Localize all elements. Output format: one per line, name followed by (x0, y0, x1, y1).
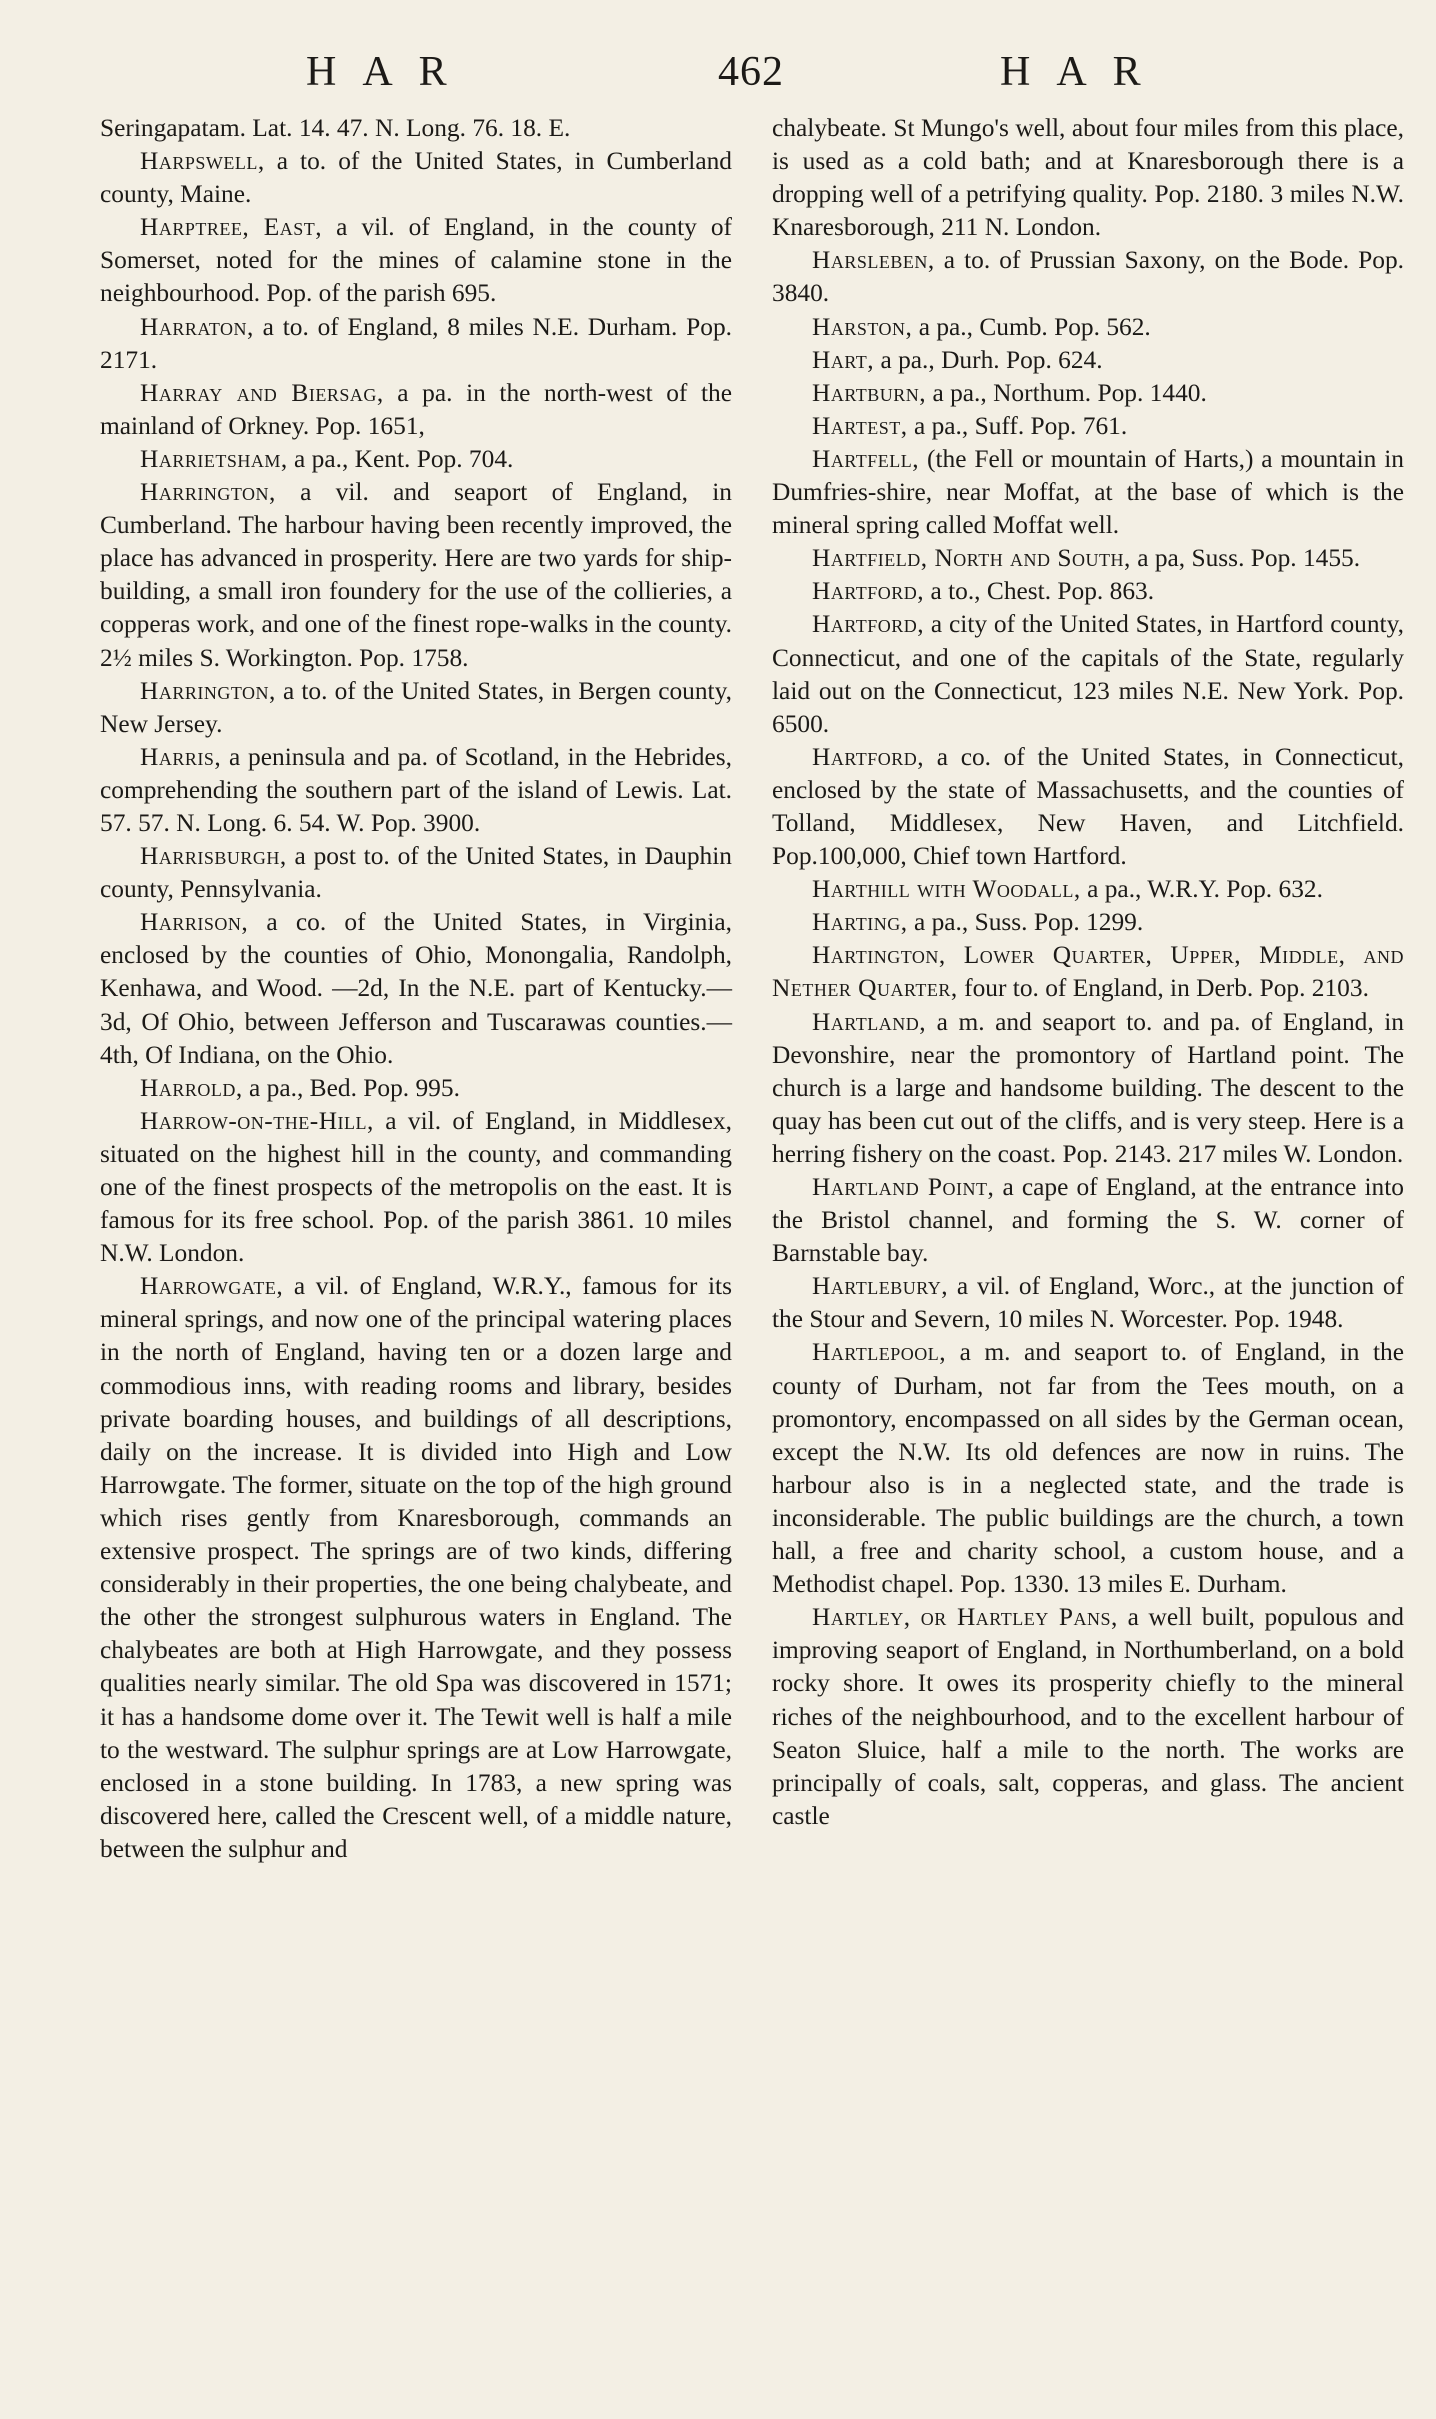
entry-headword: Harrowgate, (140, 1272, 284, 1301)
entry-headword: Hartford, (812, 610, 925, 639)
entry-headword: Hartlebury, (812, 1272, 949, 1301)
entry-text: a pa., Bed. Pop. 995. (242, 1073, 460, 1102)
entry-headword: Hartland Point, (812, 1173, 995, 1201)
gazetteer-entry (772, 873, 1404, 906)
entry-text: a pa. in the north-west of the mainland of Orkney. Pop. 1651, (100, 378, 732, 440)
gazetteer-entry (100, 443, 732, 476)
entry-headword: Harris, (140, 742, 222, 771)
header-left-guideword: HAR (306, 49, 473, 95)
entry-text: a to. of the United States, in Cumberland county, Maine. (100, 147, 732, 209)
entry-headword: Harrow-on-the-Hill, (140, 1106, 374, 1135)
entry-text: a vil. of England, W.R.Y., famous for its mineral springs, and now one of the principal watering places in the north of England, having ten or a dozen large and commodious inns, with reading rooms and library, besides private boarding houses, and buildings of all descriptions, daily on the increase. It is divided into High and Low Harrowgate. The former, situate on the top of the high ground which rises gently from Knaresborough, commands an extensive prospect. The springs are of two kinds, differing considerably in their properties, the one being chalybeate, and the other the strongest sulphurous waters in England. The chalybeates are both at High Harrowgate, and they possess qualities nearly similar. The old Spa was discovered in 1571; it has a handsome dome over it. The Tewit well is half a mile to the westward. The sulphur springs are at Low Harrowgate, enclosed in a stone building. In 1783, a new spring was discovered here, called the Crescent well, of a middle nature, between the sulphur and (100, 1272, 732, 1863)
continued-text (100, 112, 732, 145)
entry-text: a pa., Kent. Pop. 704. (287, 444, 514, 473)
entry-headword: Hartburn, (812, 378, 927, 407)
entry-text: a to., Chest. Pop. 863. (924, 577, 1155, 606)
gazetteer-entry (100, 476, 732, 675)
gazetteer-entry (772, 575, 1404, 608)
entry-text: a pa., Suss. Pop. 1299. (907, 908, 1144, 937)
gazetteer-entry (772, 1171, 1404, 1270)
gazetteer-entry (100, 1072, 732, 1105)
gazetteer-entry (772, 244, 1404, 310)
entry-text: a vil. of England, in Middlesex, situated on the highest hill in the county, and commanding one of the finest prospects of the metropolis on the east. It is famous for its free school. Pop. of the parish 3861. 10 miles N.W. London. (100, 1106, 732, 1268)
entry-headword: Harraton, (140, 312, 254, 341)
entry-headword: Harray and Biersag, (140, 378, 384, 407)
entry-text: a peninsula and pa. of Scotland, in the Hebrides, comprehending the southern part of the island of Lewis. Lat. 57. 57. N. Long. 6. 54. W. Pop. 3900. (100, 742, 732, 837)
entry-headword: Hartington, Lower Quarter, Upper, Middle, and Nether Quarter, (772, 941, 1404, 1003)
gazetteer-entry (100, 840, 732, 906)
entry-headword: Harrisburgh, (140, 842, 287, 871)
entry-headword: Hartfield, North and South, (812, 544, 1131, 573)
entry-headword: Harsleben, (812, 246, 935, 275)
gazetteer-entry (100, 211, 732, 310)
gazetteer-entry (772, 1336, 1404, 1601)
entry-text: a vil. and seaport of England, in Cumberland. The harbour having been recently improved, the place has advanced in prosperity. Here are two yards for ship-building, a small iron foundery for the use of the collieries, a copperas work, and one of the finest rope-walks in the county. 2½ miles S. Workington. Pop. 1758. (100, 478, 732, 672)
entry-text: a pa, Suss. Pop. 1455. (1130, 544, 1361, 573)
gazetteer-entry (772, 311, 1404, 344)
gazetteer-entry (772, 1006, 1404, 1171)
entry-headword: Harting, (812, 908, 908, 937)
gazetteer-entry (100, 377, 732, 443)
entry-headword: Hartfell, (812, 444, 920, 473)
continued-text (772, 112, 1404, 244)
gazetteer-entry (772, 344, 1404, 377)
entry-text: a co. of the United States, in Connecticut, enclosed by the state of Massachusetts, and the counties of Tolland, Middlesex, New Haven, and Litchfield. Pop.100,000, Chief town Hartford. (772, 742, 1404, 871)
gazetteer-entry (100, 311, 732, 377)
entry-text: a m. and seaport to. and pa. of England, in Devonshire, near the promontory of Hartland point. The church is a large and handsome building. The descent to the quay has been cut out of the cliffs, and is very steep. Here is a herring fishery on the coast. Pop. 2143. 217 miles W. London. (772, 1007, 1404, 1168)
running-header (0, 48, 1436, 96)
entry-headword: Harptree, East, (140, 213, 323, 242)
entry-text: a to. of the United States, in Bergen county, New Jersey. (100, 676, 732, 738)
entry-headword: Harthill with Woodall, (812, 875, 1081, 904)
entry-text: (the Fell or mountain of Harts,) a mountain in Dumfries-shire, near Moffat, at the base of which is the mineral spring called Moffat well. (772, 444, 1404, 540)
entry-headword: Harrington, (140, 676, 276, 705)
entry-text: a m. and seaport to. of England, in the county of Durham, not far from the Tees mouth, on a promontory, encompassed on all sides by the German ocean, except the N.W. Its old defences are now in ruins. The harbour also is in a neglected state, and the trade is inconsiderable. The public buildings are the church, a town hall, a free and charity school, a custom house, and a Methodist chapel. Pop. 1330. 13 miles E. Durham. (772, 1338, 1404, 1599)
right-column (772, 112, 1404, 1833)
entry-text: a well built, populous and improving seaport of England, in Northumberland, on a bold rocky shore. It owes its prosperity chiefly to the mineral riches of the neighbourhood, and to the excellent harbour of Seaton Sluice, half a mile to the north. The works are principally of coals, salt, copperas, and glass. The ancient castle (772, 1603, 1404, 1830)
gazetteer-entry (772, 1270, 1404, 1336)
entry-text: a cape of England, at the entrance into the Bristol channel, and forming the S. W. corner of Barnstable bay. (772, 1173, 1404, 1268)
entry-text: a post to. of the United States, in Dauphin county, Pennsylvania. (100, 842, 732, 904)
gazetteer-entry (100, 1270, 732, 1866)
gazetteer-entry (772, 542, 1404, 575)
gazetteer-entry (772, 906, 1404, 939)
entry-headword: Hartest, (812, 411, 908, 440)
entry-text: a to. of Prussian Saxony, on the Bode. Pop. 3840. (772, 246, 1404, 308)
gazetteer-entry (100, 741, 732, 840)
entry-text: a pa., Suff. Pop. 761. (907, 411, 1128, 440)
gazetteer-entry (772, 410, 1404, 443)
entry-headword: Hartley, or Hartley Pans, (812, 1603, 1118, 1632)
gazetteer-entry (772, 443, 1404, 542)
entry-text: a co. of the United States, in Virginia, enclosed by the counties of Ohio, Monongalia, Randolph, Kenhawa, and Wood. —2d, In the N.E. part of Kentucky.—3d, Of Ohio, between Jefferson and Tuscarawas counties.—4th, Of Indiana, on the Ohio. (100, 908, 732, 1069)
gazetteer-entry (100, 145, 732, 211)
entry-text: a city of the United States, in Hartford county, Connecticut, and one of the capitals of the State, regularly laid out on the Connecticut, 123 miles N.E. New York. Pop. 6500. (772, 610, 1404, 738)
entry-headword: Hartford, (812, 577, 925, 606)
gazetteer-entry (100, 906, 732, 1071)
entry-headword: Harrison, (140, 908, 249, 937)
entry-headword: Harston, (812, 312, 913, 341)
entry-headword: Hartland, (812, 1007, 927, 1036)
gazetteer-entry (100, 1105, 732, 1270)
entry-text: a vil. of England, Worc., at the junction of the Stour and Severn, 10 miles N. Worcester. Pop. 1948. (772, 1272, 1404, 1334)
entry-text: a pa., Northum. Pop. 1440. (926, 378, 1207, 407)
entry-text: a pa., W.R.Y. Pop. 632. (1080, 875, 1323, 904)
entry-text: a vil. of England, in the county of Somerset, noted for the mines of calamine stone in the neighbourhood. Pop. of the parish 695. (100, 213, 733, 308)
gazetteer-entry (772, 608, 1404, 740)
entry-text: a to. of England, 8 miles N.E. Durham. Pop. 2171. (100, 312, 732, 374)
entry-text: a pa., Cumb. Pop. 562. (912, 312, 1151, 341)
gazetteer-entry (772, 939, 1404, 1005)
gazetteer-entry (772, 377, 1404, 410)
entry-text: Seringapatam. Lat. 14. 47. N. Long. 76. 18. E. (100, 114, 571, 142)
entry-text: a pa., Durh. Pop. 624. (874, 345, 1103, 374)
entry-headword: Harrold, (140, 1073, 243, 1102)
entry-headword: Hartford, (812, 742, 925, 771)
entry-headword: Harpswell, (140, 147, 265, 176)
gazetteer-entry (772, 1601, 1404, 1833)
entry-text: chalybeate. St Mungo's well, about four miles from this place, is used as a cold bath; and at Knaresborough there is a dropping well of a petrifying quality. Pop. 2180. 3 miles N.W. Knaresborough, 211 N. London. (772, 114, 1404, 242)
gazetteer-entry (100, 675, 732, 741)
entry-headword: Harrington, (140, 478, 276, 507)
entry-text: four to. of England, in Derb. Pop. 2103. (957, 974, 1369, 1003)
page-number: 462 (718, 49, 784, 95)
gazetteer-entry (772, 741, 1404, 873)
entry-headword: Hart, (812, 345, 875, 374)
entry-headword: Harrietsham, (140, 444, 288, 473)
entry-headword: Hartlepool, (812, 1338, 947, 1367)
header-right-guideword: HAR (1000, 49, 1167, 95)
left-column (100, 112, 732, 1866)
